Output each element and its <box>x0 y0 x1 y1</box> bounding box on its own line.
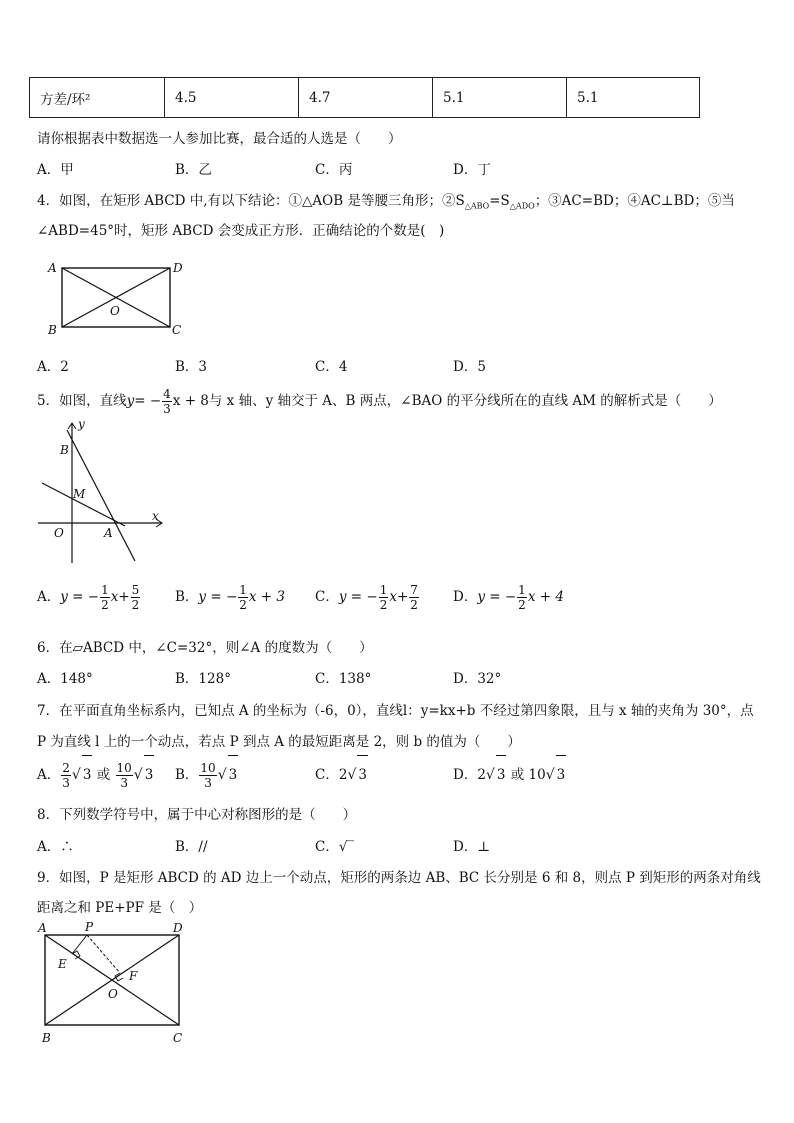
q5-y: y <box>126 393 135 409</box>
numerator: 4 <box>163 387 171 401</box>
option-y: y = − <box>338 589 378 605</box>
q5-option-b <box>175 578 285 616</box>
q3-stem: 请你根据表中数据选一人参加比赛，最合适的人选是（ ） <box>37 131 402 147</box>
option-label: C． <box>315 767 339 783</box>
q5-option-d <box>453 578 564 616</box>
q4-sub: △ABO <box>464 201 490 211</box>
radicand: 3 <box>144 755 155 794</box>
option-y: y = − <box>60 589 100 605</box>
numerator: 10 <box>116 761 132 775</box>
q4-sub: △ADO <box>509 201 535 211</box>
radical-sign: √ <box>485 767 495 783</box>
q4-eq: =S <box>489 193 510 209</box>
q5-after: x + 8与 x 轴、y 轴交于 A、B 两点，∠BAO 的平分线所在的直线 AM 的解析式是（ ） <box>172 393 722 409</box>
option-x: x <box>110 589 119 605</box>
option-label: D． <box>453 589 478 605</box>
label-a: A <box>48 261 57 275</box>
radical-sign: √ <box>133 767 143 783</box>
option-sign: + <box>396 589 409 605</box>
q4-stem-line2: ∠ABD=45°时，矩形 ABCD 会变成正方形．正确结论的个数是( ) <box>37 223 445 239</box>
radicand: 3 <box>228 755 239 794</box>
q4-stem-line1 <box>37 189 735 211</box>
option-fraction <box>100 584 110 611</box>
q3-option-c: C．丙 <box>315 162 353 178</box>
table-cell: 4.5 <box>165 78 299 118</box>
q5-eq: = − <box>134 393 162 409</box>
option-fraction <box>61 762 71 789</box>
q9-stem-line1: 9．如图，P 是矩形 ABCD 的 AD 边上一个动点，矩形的两条边 AB、BC 长分别是 6 和 8，则点 P 到矩形的两条对角线 <box>37 870 761 886</box>
option-sign: + <box>118 589 130 605</box>
label-d: D <box>173 921 183 935</box>
q4-rectangle-figure <box>40 255 200 340</box>
q4-option-c: C．4 <box>315 359 348 375</box>
denominator: 2 <box>518 598 526 612</box>
option-x: x <box>389 589 397 605</box>
label-f: F <box>129 969 138 983</box>
denominator: 2 <box>239 598 247 612</box>
label-e: E <box>58 957 67 971</box>
or-word: 或 <box>510 767 525 783</box>
table-cell: 5.1 <box>433 78 567 118</box>
table-row-label: 方差/环² <box>30 78 165 118</box>
label-x: x <box>152 509 159 523</box>
q7-option-d <box>453 755 566 794</box>
label-d: D <box>173 261 183 275</box>
denominator: 3 <box>62 776 70 790</box>
q3-option-a: A．甲 <box>37 162 74 178</box>
numerator: 10 <box>200 761 216 775</box>
numerator: 7 <box>410 583 418 597</box>
option-tail: x + 3 <box>248 589 286 605</box>
q6-option-b: B．128° <box>175 671 231 687</box>
coefficient: 10 <box>528 767 546 783</box>
label-y: y <box>78 418 85 431</box>
option-label: A． <box>37 589 61 605</box>
option-fraction <box>409 584 419 611</box>
q5-fraction <box>162 388 172 415</box>
q5-option-a <box>37 578 141 616</box>
q5-stem <box>37 382 722 420</box>
segment-pe <box>72 935 87 954</box>
denominator: 2 <box>379 598 388 612</box>
label-o: O <box>110 304 120 318</box>
denominator: 2 <box>101 598 109 612</box>
q7-option-a <box>37 755 154 794</box>
q3-option-b: B．乙 <box>175 162 212 178</box>
option-fraction <box>131 584 141 611</box>
option-y: y = − <box>477 589 517 605</box>
q3-option-d: D．丁 <box>453 162 491 178</box>
coefficient: 2 <box>338 767 348 783</box>
denominator: 3 <box>120 776 128 790</box>
q5-coordinate-figure <box>30 418 170 568</box>
radical-sign: √ <box>545 767 555 783</box>
option-fraction <box>199 762 216 789</box>
denominator: 2 <box>410 598 418 612</box>
q5-option-c <box>315 578 420 616</box>
label-a: A <box>104 526 113 540</box>
q6-stem: 6．在▱ABCD 中，∠C=32°，则∠A 的度数为（ ） <box>37 640 373 656</box>
label-m: M <box>73 487 86 501</box>
q4-option-a: A．2 <box>37 359 69 375</box>
radicand: 3 <box>357 755 368 794</box>
option-fraction <box>238 584 248 611</box>
label-b: B <box>48 323 57 337</box>
label-c: C <box>172 323 182 337</box>
q7-option-b <box>175 755 238 794</box>
coefficient: 2 <box>477 767 486 783</box>
q8-stem: 8．下列数学符号中，属于中心对称图形的是（ ） <box>37 807 357 823</box>
table-cell: 5.1 <box>567 78 700 118</box>
q8-option-a: A．∴ <box>37 839 74 855</box>
label-p: P <box>85 920 94 934</box>
q8-option-d: D．⊥ <box>453 839 491 855</box>
q4-stem-part: 4．如图，在矩形 ABCD 中,有以下结论：①△AOB 是等腰三角形；②S <box>37 193 465 209</box>
option-fraction <box>379 584 389 611</box>
or-word: 或 <box>96 767 111 783</box>
option-tail: x + 4 <box>527 589 564 605</box>
denominator: 3 <box>204 776 212 790</box>
q4-option-d: D．5 <box>453 359 486 375</box>
table-row <box>30 78 700 118</box>
denominator: 3 <box>163 402 171 416</box>
numerator: 1 <box>101 583 109 597</box>
option-y: y = − <box>198 589 238 605</box>
label-a: A <box>38 921 47 935</box>
radicand: 3 <box>496 755 507 794</box>
numerator: 1 <box>379 583 388 597</box>
label-b: B <box>60 443 69 457</box>
radical-sign: √ <box>217 767 227 783</box>
table-cell: 4.7 <box>299 78 433 118</box>
q6-option-d: D．32° <box>453 671 502 687</box>
q7-option-c <box>315 755 368 794</box>
q7-stem-line2: P 为直线 l 上的一个动点，若点 P 到点 A 的最短距离是 2，则 b 的值为（ ） <box>37 734 521 750</box>
denominator: 2 <box>131 598 140 612</box>
option-label: A． <box>37 767 61 783</box>
option-fraction <box>116 762 133 789</box>
option-label: D． <box>453 767 478 783</box>
numerator: 1 <box>239 583 247 597</box>
q8-option-b: B．// <box>175 839 208 855</box>
label-b: B <box>42 1031 51 1045</box>
q6-option-a: A．148° <box>37 671 93 687</box>
label-o: O <box>54 526 64 540</box>
numerator: 1 <box>518 583 526 597</box>
option-label: B． <box>175 767 199 783</box>
q4-stem-part: ；③AC=BD；④AC⊥BD；⑤当 <box>534 193 735 209</box>
radicand: 3 <box>82 755 93 794</box>
q5-prefix: 5．如图，直线 <box>37 393 127 409</box>
numerator: 5 <box>131 583 140 597</box>
radical-sign: √ <box>347 767 357 783</box>
option-label: C． <box>315 589 339 605</box>
q9-stem-line2: 距离之和 PE+PF 是（ ） <box>37 900 203 916</box>
radicand: 3 <box>556 755 567 794</box>
q6-option-c: C．138° <box>315 671 372 687</box>
radical-sign: √ <box>71 767 81 783</box>
label-c: C <box>173 1031 183 1045</box>
q4-option-b: B．3 <box>175 359 208 375</box>
label-o: O <box>108 987 118 1001</box>
q7-stem-line1: 7．在平面直角坐标系内，已知点 A 的坐标为（-6，0），直线l：y=kx+b 不经过第四象限，且与 x 轴的夹角为 30°，点 <box>37 703 754 719</box>
option-fraction <box>517 584 527 611</box>
numerator: 2 <box>62 761 70 775</box>
q8-option-c: C．√‾ <box>315 839 355 855</box>
q9-rectangle-figure <box>30 918 200 1048</box>
score-table <box>29 77 700 118</box>
segment-pf <box>87 935 120 973</box>
option-label: B． <box>175 589 199 605</box>
